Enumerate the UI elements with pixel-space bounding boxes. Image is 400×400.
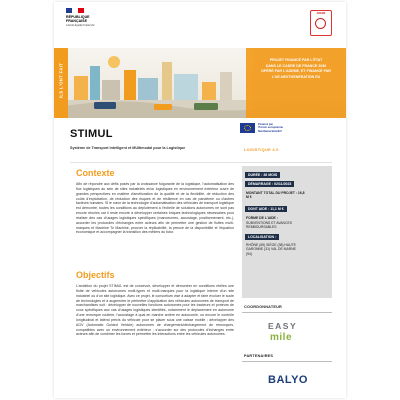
ils-l-ont-fait-tab: [54, 48, 68, 118]
eu-text-line1: Financé par: [258, 123, 274, 126]
fact-sheet-page: [54, 2, 346, 398]
eu-text-line2: l'Union européenne: [258, 126, 283, 130]
contexte-heading: Contexte: [76, 168, 115, 178]
balyo-logo: BALYO: [268, 374, 308, 386]
side-tab-label: ILS L'ONT FAIT: [58, 62, 64, 99]
localisation-value: RHÔNE (69) SIÈGE (38) HAUTE GARONNE (31) VAL DE MARNE (94): [246, 243, 296, 256]
funding-banner: [246, 48, 346, 118]
divider: [70, 162, 332, 163]
forme-aide-value: SUBVENTIONS ET AVANCES REMBOURSABLES: [246, 221, 292, 230]
funding-line: L'UE-NEXTGENERATION EU: [271, 74, 321, 79]
ademe-badge: [310, 10, 332, 36]
french-flag-icon: [66, 8, 84, 13]
eu-flag-icon: [240, 123, 255, 133]
objectifs-text: L'ambition du projet STIMUL est de concevoir, développer et démontrer en conditions réelles une flotte de véhicules autonomes multi-types et multi-marques pour la logistique interne d'un site industriel ou d'un site logistique. Avec ce projet, le consortium vise à adapter et faire évoluer le socle de technologies et à augmenter le périmètre d'application des véhicules autonomes de transport de marchandises soit : développer de nouvelles fonctions autonomes pour les tracteurs et porteurs de coux spécifiques aux cas d'usages logistiques identifiés, notamment le déplacement en autonome d'une remorque routière, l'accostage à quai en marche arrière en autonomie, ou encore le contrôle longitudinal et latéral précis du véhicule pour se placer sous une caisse mobile ; développer des AGV (Automatic Guided Vehicle) autonomes de chargement/déchargement de remorques, compatibles avec un environnement extérieur ; s'accorder sur des protocoles d'échanges entre acteurs afin de combiner les forces et permettre les interactions entre les véhicules autonomes.: [76, 284, 234, 337]
eu-funding-logo: [240, 121, 332, 135]
gov-name-line2: FRANÇAISE: [66, 19, 87, 24]
category-label: LOGISTIQUE 4.0: [244, 147, 279, 152]
forme-aide-label: FORME DE L'AIDE :: [246, 216, 278, 220]
objectifs-heading: Objectifs: [76, 270, 115, 280]
eu-text-line3: NextGenerationEU: [258, 129, 282, 133]
easymile-logo-part2: mile: [270, 332, 293, 343]
contexte-text: Afin de répondre aux défis posés par la croissance fulgurante de la logistique, l'automatisation des flux logistiques au sein de sites industriels et/ou logistiques en environnement extérieur ouvre de grandes perspectives en matière d'amélioration de la qualité et de la flexibilité, de réduction des coûts d'exploitation, de réduction des risques et de résilience en cas de pandémie ou d'autres facteurs humains. Si le cœur de la technologie d'automatisation des véhicules de transport logistique est démontré, toutes les conditions au déploiement à l'échelle de solutions autonomes ne sont pas encore réunies car il reste encore à développer certaines briques technologiques nécessaires pour réaliser des cas d'usages logistiques spécifiques (manoeuvres, accostage, positionnement, etc.), accorder les protocoles d'échanges entre acteurs afin de permettre une gestion de flottes multi-marques et Machine To Machine, prouver la réplicabilité, la preuve de la disponibilité et l'équation économique et accompagner la transition des métiers du futur.: [76, 182, 235, 235]
gov-name-line1: RÉPUBLIQUE: [66, 15, 90, 19]
funding-line: PROJET FINANCÉ PAR L'ÉTAT: [269, 58, 323, 62]
ademe-badge-label: ADEME: [316, 12, 326, 15]
project-subtitle: Système de Transport Intelligent et MUltimodal pour la Logistique: [70, 146, 186, 150]
ademe-ring-icon: [315, 18, 326, 29]
coordonnateur-label: COORDONNATEUR: [244, 305, 282, 309]
republique-francaise-logo: [66, 8, 106, 27]
page-header: [54, 2, 346, 48]
partenaires-label: PARTENAIRES: [244, 354, 274, 358]
easymile-logo-part1: EASY: [268, 321, 298, 331]
funding-line: OPÉRÉ PAR L'ADEME, ET FINANCÉ PAR: [261, 69, 331, 74]
divider: [242, 312, 332, 313]
localisation-badge: LOCALISATION :: [245, 234, 279, 240]
eu-funding-text: [258, 123, 328, 133]
funding-line: DANS LE CADRE DE FRANCE 2030: [265, 63, 327, 68]
montant-total: MONTANT TOTAL DU PROJET : 16,8 M €: [246, 191, 305, 200]
gov-motto: Liberté Égalité Fraternité: [66, 24, 95, 28]
duree-badge: DURÉE : 36 MOIS: [245, 172, 280, 178]
dont-aide-badge: DONT AIDE : 11,1 M €: [245, 206, 287, 212]
project-title: STIMUL: [70, 128, 113, 140]
demarrage-badge: DÉMARRAGE : 02/11/2023: [245, 181, 294, 187]
divider: [242, 361, 332, 362]
project-info-box: [242, 166, 332, 298]
